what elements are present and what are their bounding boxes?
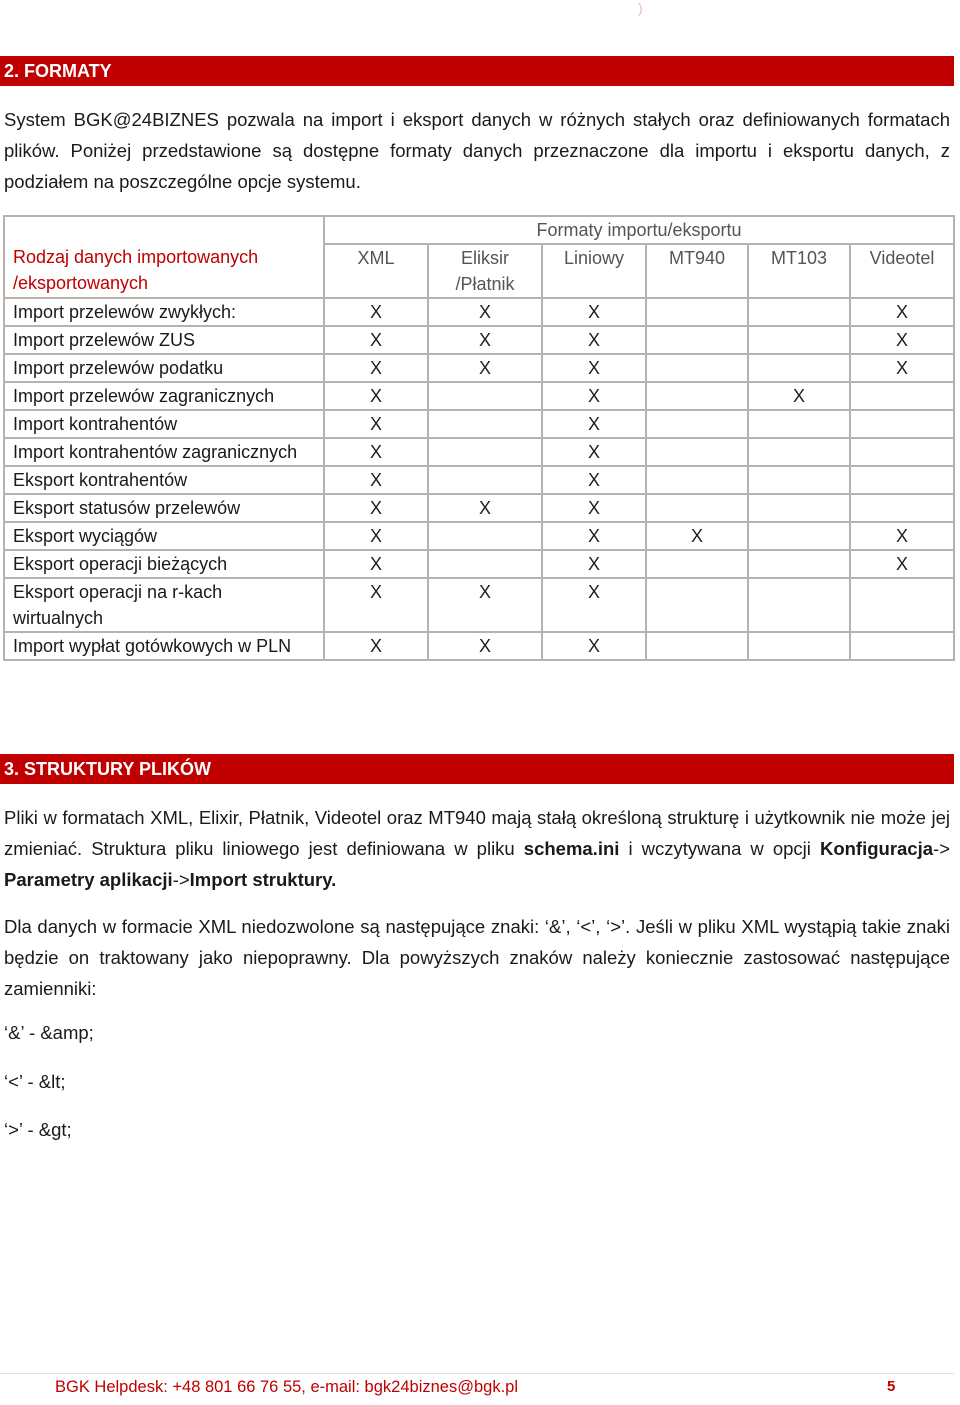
format-mark-cell: X bbox=[324, 382, 428, 410]
format-mark-cell: X bbox=[542, 354, 646, 382]
p1-arrow-2: -> bbox=[172, 869, 190, 890]
menu-konfiguracja: Konfiguracja bbox=[819, 838, 934, 859]
format-mark-cell: X bbox=[428, 354, 542, 382]
table-row bbox=[4, 410, 954, 438]
row-label: Import przelewów ZUS bbox=[4, 326, 324, 354]
format-mark-cell: X bbox=[428, 494, 542, 522]
schema-ini: schema.ini bbox=[523, 838, 620, 859]
row-type-header: Rodzaj danych importowanych /eksportowanych bbox=[4, 244, 324, 298]
page-number: 5 bbox=[887, 1378, 896, 1395]
table-row bbox=[4, 494, 954, 522]
section-2-intro: System BGK@24BIZNES pozwala na import i eksport danych w różnych stałych oraz definiowanych formatach plików. Poniżej przedstawione są dostępne formaty danych przeznaczone dla importu i eksportu danych, z podziałem na poszczególne opcje systemu. bbox=[4, 109, 950, 192]
table-row bbox=[4, 382, 954, 410]
p1-text-b: i wczytywana w opcji bbox=[619, 838, 820, 859]
section-2-heading: 2. FORMATY bbox=[0, 56, 954, 86]
table-row bbox=[4, 522, 954, 550]
format-mark-cell: X bbox=[542, 578, 646, 632]
row-label: Eksport wyciągów bbox=[4, 522, 324, 550]
format-mark-cell bbox=[850, 410, 954, 438]
format-mark-cell: X bbox=[324, 466, 428, 494]
format-mark-cell: X bbox=[324, 438, 428, 466]
col-header-mt940: MT940 bbox=[646, 244, 748, 298]
format-mark-cell: X bbox=[542, 550, 646, 578]
top-mark: ) bbox=[638, 0, 643, 16]
format-mark-cell bbox=[748, 494, 850, 522]
format-mark-cell: X bbox=[324, 550, 428, 578]
table-row bbox=[4, 466, 954, 494]
col-header-mt103: MT103 bbox=[748, 244, 850, 298]
format-mark-cell bbox=[748, 466, 850, 494]
format-mark-cell: X bbox=[850, 354, 954, 382]
row-label: Import wypłat gotówkowych w PLN bbox=[4, 632, 324, 660]
format-mark-cell: X bbox=[324, 354, 428, 382]
formats-group-header: Formaty importu/eksportu bbox=[324, 216, 954, 244]
formats-table bbox=[3, 215, 955, 661]
format-mark-cell: X bbox=[542, 382, 646, 410]
format-mark-cell: X bbox=[850, 298, 954, 326]
format-mark-cell bbox=[646, 578, 748, 632]
footer-divider bbox=[0, 1373, 954, 1374]
row-label: Eksport operacji bieżących bbox=[4, 550, 324, 578]
format-mark-cell bbox=[850, 578, 954, 632]
format-mark-cell: X bbox=[542, 410, 646, 438]
section-3-paragraph-1 bbox=[4, 802, 950, 895]
format-mark-cell bbox=[646, 550, 748, 578]
row-label: Eksport kontrahentów bbox=[4, 466, 324, 494]
format-mark-cell: X bbox=[850, 522, 954, 550]
format-mark-cell: X bbox=[542, 522, 646, 550]
format-mark-cell bbox=[646, 632, 748, 660]
format-mark-cell: X bbox=[324, 410, 428, 438]
format-mark-cell bbox=[646, 466, 748, 494]
col-header-liniowy: Liniowy bbox=[542, 244, 646, 298]
format-mark-cell: X bbox=[542, 494, 646, 522]
format-mark-cell: X bbox=[542, 298, 646, 326]
row-label: Import przelewów podatku bbox=[4, 354, 324, 382]
table-row bbox=[4, 438, 954, 466]
replacement-amp: ‘&’ - &amp; bbox=[4, 1022, 94, 1043]
menu-parametry: Parametry aplikacji bbox=[4, 869, 173, 890]
format-mark-cell bbox=[748, 578, 850, 632]
p1-arrow-1: -> bbox=[933, 838, 950, 859]
menu-import-struktury: Import struktury. bbox=[189, 869, 337, 890]
format-mark-cell: X bbox=[428, 632, 542, 660]
format-mark-cell: X bbox=[324, 494, 428, 522]
format-mark-cell: X bbox=[542, 466, 646, 494]
format-mark-cell bbox=[428, 522, 542, 550]
format-mark-cell bbox=[646, 410, 748, 438]
format-mark-cell bbox=[748, 298, 850, 326]
format-mark-cell bbox=[428, 410, 542, 438]
format-mark-cell bbox=[646, 354, 748, 382]
col-header-eliksir: Eliksir /Płatnik bbox=[428, 244, 542, 298]
format-mark-cell bbox=[850, 632, 954, 660]
format-mark-cell: X bbox=[542, 632, 646, 660]
format-mark-cell bbox=[850, 494, 954, 522]
format-mark-cell bbox=[646, 382, 748, 410]
format-mark-cell bbox=[428, 466, 542, 494]
format-mark-cell bbox=[748, 354, 850, 382]
row-label: Import kontrahentów zagranicznych bbox=[4, 438, 324, 466]
table-row bbox=[4, 550, 954, 578]
format-mark-cell bbox=[748, 550, 850, 578]
format-mark-cell bbox=[428, 382, 542, 410]
format-mark-cell: X bbox=[428, 326, 542, 354]
format-mark-cell bbox=[850, 438, 954, 466]
col-header-xml: XML bbox=[324, 244, 428, 298]
section-3-paragraph-2: Dla danych w formacie XML niedozwolone są następujące znaki: ‘&’, ‘<’, ‘>’. Jeśli w pliku XML wystąpią takie znaki będzie on traktowany jako niepoprawny. Dla powyższych znaków należy koniecznie zastosować następujące zamienniki: bbox=[4, 916, 950, 999]
format-mark-cell: X bbox=[324, 326, 428, 354]
format-mark-cell: X bbox=[850, 326, 954, 354]
format-mark-cell bbox=[646, 438, 748, 466]
format-mark-cell bbox=[748, 632, 850, 660]
format-mark-cell: X bbox=[324, 298, 428, 326]
format-mark-cell: X bbox=[542, 326, 646, 354]
format-mark-cell: X bbox=[542, 438, 646, 466]
format-mark-cell bbox=[850, 466, 954, 494]
table-row bbox=[4, 632, 954, 660]
replacement-lt: ‘<’ - &lt; bbox=[4, 1071, 66, 1092]
format-mark-cell bbox=[428, 438, 542, 466]
format-mark-cell: X bbox=[850, 550, 954, 578]
format-mark-cell bbox=[646, 298, 748, 326]
format-mark-cell: X bbox=[646, 522, 748, 550]
format-mark-cell bbox=[748, 410, 850, 438]
format-mark-cell bbox=[428, 550, 542, 578]
format-mark-cell bbox=[646, 494, 748, 522]
row-label: Import przelewów zagranicznych bbox=[4, 382, 324, 410]
table-row bbox=[4, 578, 954, 632]
format-mark-cell bbox=[748, 326, 850, 354]
replacement-gt: ‘>’ - &gt; bbox=[4, 1119, 72, 1140]
footer-helpdesk: BGK Helpdesk: +48 801 66 76 55, e-mail: bgk24biznes@bgk.pl bbox=[55, 1378, 518, 1396]
row-label: Import kontrahentów bbox=[4, 410, 324, 438]
format-mark-cell: X bbox=[324, 522, 428, 550]
format-mark-cell: X bbox=[428, 578, 542, 632]
table-row bbox=[4, 354, 954, 382]
format-mark-cell bbox=[646, 326, 748, 354]
section-3-heading: 3. STRUKTURY PLIKÓW bbox=[0, 754, 954, 784]
table-corner bbox=[4, 216, 324, 244]
p1-text-a: Pliki w formatach XML, Elixir, Płatnik, Videotel oraz MT940 mają stałą określoną strukturę i użytkownik nie może jej zmieniać. Struktura pliku liniowego jest definiowana w pliku bbox=[4, 807, 950, 859]
col-header-videotel: Videotel bbox=[850, 244, 954, 298]
row-label: Eksport operacji na r-kach wirtualnych bbox=[4, 578, 324, 632]
format-mark-cell: X bbox=[324, 632, 428, 660]
row-label: Eksport statusów przelewów bbox=[4, 494, 324, 522]
format-mark-cell: X bbox=[428, 298, 542, 326]
table-row bbox=[4, 326, 954, 354]
format-mark-cell: X bbox=[324, 578, 428, 632]
row-label: Import przelewów zwykłych: bbox=[4, 298, 324, 326]
format-mark-cell: X bbox=[748, 382, 850, 410]
table-row bbox=[4, 298, 954, 326]
format-mark-cell bbox=[748, 522, 850, 550]
format-mark-cell bbox=[748, 438, 850, 466]
format-mark-cell bbox=[850, 382, 954, 410]
